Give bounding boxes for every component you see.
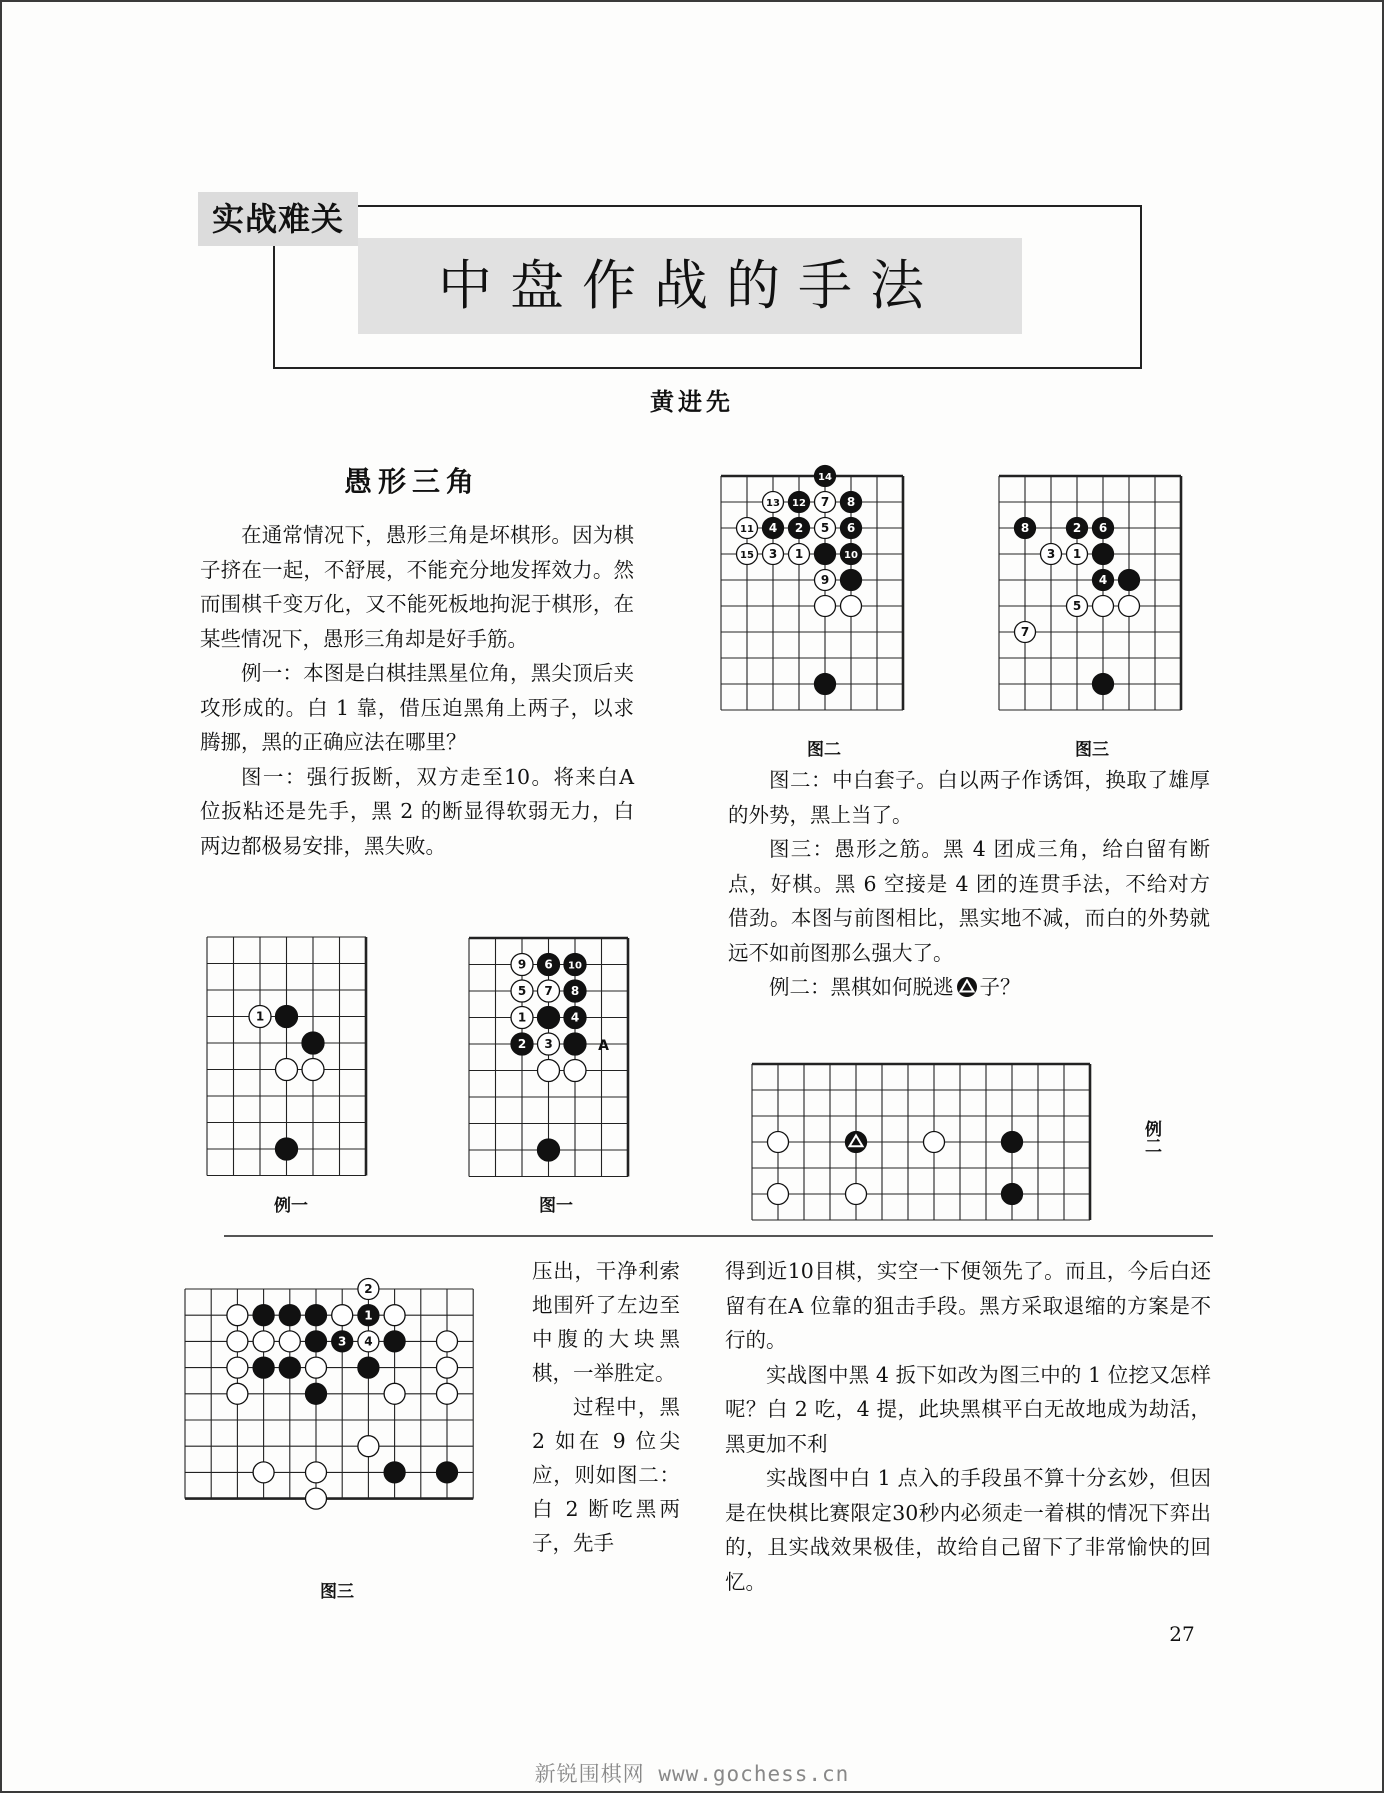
stone-disc xyxy=(1002,1184,1023,1205)
caption-example-2: 例二 xyxy=(1141,1120,1161,1154)
stone-disc xyxy=(538,1139,560,1161)
stone-disc xyxy=(227,1331,248,1352)
black-stone xyxy=(1067,518,1088,539)
section-heading: 愚形三角 xyxy=(343,465,480,498)
stone-disc xyxy=(841,570,862,591)
black-stone xyxy=(841,492,862,513)
black-stone xyxy=(538,954,560,976)
black-stone xyxy=(1093,518,1114,539)
move-number: 4 xyxy=(364,1334,373,1349)
white-stone xyxy=(227,1357,248,1378)
white-stone xyxy=(538,1060,560,1082)
black-stone xyxy=(815,674,836,695)
board-grid xyxy=(752,1064,1090,1220)
white-stone xyxy=(384,1383,405,1404)
black-stone xyxy=(437,1462,458,1483)
move-number: 1 xyxy=(1072,547,1082,562)
stone-disc xyxy=(815,544,836,565)
stone-disc xyxy=(253,1357,274,1378)
section-divider xyxy=(224,1235,1213,1237)
move-number: 12 xyxy=(792,498,806,510)
black-stone xyxy=(306,1331,327,1352)
move-number: 2 xyxy=(517,1037,527,1052)
stone-disc xyxy=(253,1462,274,1483)
white-stone xyxy=(384,1305,405,1326)
paragraph: 实战图中黑 4 扳下如改为图三中的 1 位挖又怎样呢？白 2 吃，4 提，此块黑棋平白无故地成为劫活，黑更加不利 xyxy=(725,1362,1211,1456)
black-stone xyxy=(1119,570,1140,591)
white-stone xyxy=(253,1331,274,1352)
black-stone xyxy=(564,954,586,976)
black-stone xyxy=(538,1139,560,1161)
move-number: 7 xyxy=(544,984,553,999)
paragraph: 图三：愚形之筋。黑 4 团成三角，给白留有断点，好棋。黑 6 空接是 4 团的连贯手法，不给对方借劲。本图与前图相比，黑实地不减，而白的外势就远不如前图那么强大了。 xyxy=(728,837,1210,965)
white-stone xyxy=(538,1033,560,1055)
stone-disc xyxy=(564,1060,586,1082)
move-number: 4 xyxy=(570,1010,580,1025)
stone-disc xyxy=(358,1357,379,1378)
white-stone xyxy=(924,1132,945,1153)
black-stone xyxy=(564,1007,586,1029)
author-name: 黄进先 xyxy=(650,387,734,416)
stone-disc xyxy=(302,1032,324,1054)
white-stone xyxy=(1119,596,1140,617)
black-stone xyxy=(276,1006,298,1028)
move-number: 5 xyxy=(1072,599,1082,614)
white-stone xyxy=(227,1305,248,1326)
move-number: 7 xyxy=(1020,625,1030,640)
black-stone xyxy=(276,1138,298,1160)
stone-disc xyxy=(437,1331,458,1352)
white-stone xyxy=(249,1006,271,1028)
black-stone xyxy=(841,570,862,591)
stone-disc xyxy=(538,1060,560,1082)
white-stone xyxy=(511,954,533,976)
white-stone xyxy=(511,980,533,1002)
white-stone xyxy=(358,1331,379,1352)
move-number: 2 xyxy=(364,1282,373,1297)
white-stone xyxy=(276,1059,298,1081)
stone-disc xyxy=(1119,596,1140,617)
white-stone xyxy=(564,1060,586,1082)
white-stone xyxy=(279,1331,300,1352)
stone-disc xyxy=(279,1357,300,1378)
black-stone xyxy=(279,1357,300,1378)
stone-disc xyxy=(1093,544,1114,565)
black-stone xyxy=(815,544,836,565)
stone-disc xyxy=(306,1462,327,1483)
stone-disc xyxy=(1093,674,1114,695)
paragraph xyxy=(728,970,1210,1005)
black-stone xyxy=(1015,518,1036,539)
paragraph-suffix: 子？ xyxy=(979,975,1021,999)
paragraph: 图二：中白套子。白以两子作诱饵，换取了雄厚的外势，黑上当了。 xyxy=(728,768,1210,827)
page-number: 27 xyxy=(1169,1622,1195,1646)
move-number: 8 xyxy=(1020,521,1030,536)
move-number: 6 xyxy=(1098,521,1108,536)
black-stone xyxy=(384,1462,405,1483)
white-stone xyxy=(1093,596,1114,617)
white-stone xyxy=(815,596,836,617)
stone-disc xyxy=(358,1436,379,1457)
stone-disc xyxy=(306,1305,327,1326)
white-stone xyxy=(815,518,836,539)
move-number: 1 xyxy=(517,1010,527,1025)
white-stone xyxy=(358,1436,379,1457)
stone-disc xyxy=(384,1383,405,1404)
paragraph: 在通常情况下，愚形三角是坏棋形。因为棋子挤在一起，不舒展，不能充分地发挥效力。然而围棋千变万化，又不能死板地拘泥于棋形，在某些情况下，愚形三角却是好手筋。 xyxy=(200,523,634,651)
white-stone xyxy=(768,1132,789,1153)
white-stone xyxy=(306,1357,327,1378)
black-stone xyxy=(1093,570,1114,591)
diagram-figure-2 xyxy=(718,472,912,718)
white-stone xyxy=(538,980,560,1002)
move-number: 6 xyxy=(544,957,553,972)
white-stone xyxy=(511,1007,533,1029)
move-number: 3 xyxy=(1046,547,1056,562)
white-stone xyxy=(437,1331,458,1352)
caption-figure-3: 图三 xyxy=(1075,740,1109,760)
stone-disc xyxy=(384,1462,405,1483)
stone-disc xyxy=(276,1138,298,1160)
stone-disc xyxy=(253,1331,274,1352)
white-stone xyxy=(1067,596,1088,617)
stone-disc xyxy=(846,1184,867,1205)
stone-disc xyxy=(306,1488,327,1509)
white-stone xyxy=(1041,544,1062,565)
stone-disc xyxy=(306,1331,327,1352)
diagram-example-1 xyxy=(204,932,374,1172)
black-stone xyxy=(841,544,862,565)
move-number: 8 xyxy=(570,984,580,999)
move-number: 14 xyxy=(818,472,832,484)
stone-disc xyxy=(253,1305,274,1326)
board-grid xyxy=(721,476,903,710)
white-stone xyxy=(1067,544,1088,565)
paragraph: 过程中，黑 2 如在 9 位尖应，则如图二：白 2 断吃黑两子，先手 xyxy=(532,1395,680,1555)
triangle-stone-icon xyxy=(956,976,978,998)
black-stone xyxy=(253,1305,274,1326)
diagram-figure-3-bottom xyxy=(182,1282,486,1531)
move-number: 5 xyxy=(517,984,527,999)
paragraph: 例一：本图是白棋挂黑星位角，黑尖顶后夹攻形成的。白 1 靠，借压迫黑角上两子，以求腾挪，黑的正确应法在哪里？ xyxy=(200,661,634,754)
stone-disc xyxy=(768,1132,789,1153)
board-grid xyxy=(999,476,1181,710)
move-number: 1 xyxy=(794,547,804,562)
white-stone xyxy=(437,1357,458,1378)
stone-disc xyxy=(815,674,836,695)
white-stone xyxy=(789,544,810,565)
black-stone xyxy=(302,1032,324,1054)
black-stone xyxy=(332,1331,353,1352)
black-stone xyxy=(384,1331,405,1352)
black-stone xyxy=(306,1383,327,1404)
stone-disc xyxy=(302,1059,324,1081)
stone-disc xyxy=(279,1305,300,1326)
stone-disc xyxy=(227,1357,248,1378)
stone-disc xyxy=(384,1331,405,1352)
stone-disc xyxy=(924,1132,945,1153)
stone-disc xyxy=(1119,570,1140,591)
black-stone xyxy=(1002,1184,1023,1205)
black-stone xyxy=(358,1305,379,1326)
stone-disc xyxy=(437,1383,458,1404)
magazine-page xyxy=(2,2,1382,1791)
move-number: 1 xyxy=(255,1009,265,1024)
white-stone xyxy=(763,492,784,513)
white-stone xyxy=(815,492,836,513)
move-number: 13 xyxy=(766,498,780,510)
stone-disc xyxy=(1093,596,1114,617)
move-number: 3 xyxy=(544,1037,553,1052)
black-stone xyxy=(358,1357,379,1378)
caption-figure-3-bottom: 图三 xyxy=(320,1582,354,1602)
black-stone xyxy=(1093,674,1114,695)
move-number: 10 xyxy=(568,960,582,972)
stone-disc xyxy=(768,1184,789,1205)
black-stone xyxy=(564,1033,586,1055)
white-stone xyxy=(737,544,758,565)
black-stone xyxy=(763,518,784,539)
stone-disc xyxy=(227,1383,248,1404)
white-stone xyxy=(1015,622,1036,643)
black-stone xyxy=(846,1132,867,1153)
move-number: 7 xyxy=(820,495,830,510)
black-stone xyxy=(279,1305,300,1326)
move-number: 3 xyxy=(338,1334,347,1349)
diagram-figure-3-top xyxy=(996,472,1190,718)
black-stone xyxy=(253,1357,274,1378)
black-stone xyxy=(789,518,810,539)
move-number: 4 xyxy=(1098,573,1108,588)
stone-disc xyxy=(437,1462,458,1483)
move-number: 2 xyxy=(794,521,804,536)
stone-disc xyxy=(384,1305,405,1326)
diagram-figure-1 xyxy=(466,934,636,1174)
bottom-middle-text xyxy=(532,1254,680,1560)
stone-disc xyxy=(306,1357,327,1378)
black-stone xyxy=(789,492,810,513)
stone-disc xyxy=(306,1383,327,1404)
black-stone xyxy=(306,1305,327,1326)
site-watermark: 新锐围棋网 www.gochess.cn xyxy=(534,1762,850,1786)
diagram-example-2 xyxy=(750,1062,1106,1222)
black-stone xyxy=(815,466,836,487)
black-stone xyxy=(538,1007,560,1029)
white-stone xyxy=(763,544,784,565)
stone-disc xyxy=(332,1305,353,1326)
left-column-text xyxy=(200,518,634,863)
black-stone xyxy=(841,518,862,539)
white-stone xyxy=(737,518,758,539)
move-number: 11 xyxy=(740,524,754,536)
caption-figure-2: 图二 xyxy=(807,740,841,760)
move-number: 3 xyxy=(768,547,778,562)
white-stone xyxy=(815,570,836,591)
paragraph: 压出，干净利索地围歼了左边至中腹的大块黑棋，一举胜定。 xyxy=(532,1259,680,1385)
stone-disc xyxy=(227,1305,248,1326)
move-number: 9 xyxy=(820,573,830,588)
black-stone xyxy=(564,980,586,1002)
move-number: 10 xyxy=(844,550,858,562)
white-stone xyxy=(846,1184,867,1205)
stone-disc xyxy=(437,1357,458,1378)
black-stone xyxy=(511,1033,533,1055)
white-stone xyxy=(306,1462,327,1483)
stone-disc xyxy=(276,1006,298,1028)
move-number: 4 xyxy=(768,521,778,536)
right-column-text xyxy=(728,763,1210,1005)
move-number: 6 xyxy=(846,521,856,536)
bottom-right-text xyxy=(725,1254,1211,1599)
white-stone xyxy=(302,1059,324,1081)
black-stone xyxy=(1002,1132,1023,1153)
white-stone xyxy=(227,1331,248,1352)
move-number: 9 xyxy=(517,957,527,972)
white-stone xyxy=(841,596,862,617)
white-stone xyxy=(332,1305,353,1326)
white-stone xyxy=(253,1462,274,1483)
move-number: 15 xyxy=(740,550,754,562)
white-stone xyxy=(306,1488,327,1509)
caption-example-1: 例一 xyxy=(274,1196,308,1216)
stone-disc xyxy=(538,1007,560,1029)
white-stone xyxy=(768,1184,789,1205)
black-stone xyxy=(1093,544,1114,565)
paragraph: 得到近10目棋，实空一下便领先了。而且，今后白还留有在A 位靠的狙击手段。黑方采取退缩的方案是不行的。 xyxy=(725,1259,1211,1352)
article-title: 中盘作战的手法 xyxy=(358,238,1022,334)
white-stone xyxy=(437,1383,458,1404)
column-tag: 实战难关 xyxy=(198,192,358,246)
stone-disc xyxy=(1002,1132,1023,1153)
paragraph-prefix: 例二：黑棋如何脱逃 xyxy=(769,975,954,999)
stone-disc xyxy=(279,1331,300,1352)
paragraph: 图一：强行扳断，双方走至10。将来白A 位扳粘还是先手，黑 2 的断显得软弱无力，白两边都极易安排，黑失败。 xyxy=(200,764,634,858)
stone-disc xyxy=(815,596,836,617)
move-number: 8 xyxy=(846,495,856,510)
move-number: 2 xyxy=(1072,521,1082,536)
stone-disc xyxy=(276,1059,298,1081)
stone-disc xyxy=(564,1033,586,1055)
white-stone xyxy=(358,1279,379,1300)
caption-figure-1: 图一 xyxy=(539,1196,573,1216)
move-number: 5 xyxy=(820,521,830,536)
white-stone xyxy=(227,1383,248,1404)
point-label: A xyxy=(598,1038,609,1054)
move-number: 1 xyxy=(364,1308,373,1323)
stone-disc xyxy=(841,596,862,617)
paragraph: 实战图中白 1 点入的手段虽不算十分玄妙，但因是在快棋比赛限定30秒内必须走一着棋的情况下弈出的，且实战效果极佳，故给自己留下了非常愉快的回忆。 xyxy=(725,1466,1211,1594)
